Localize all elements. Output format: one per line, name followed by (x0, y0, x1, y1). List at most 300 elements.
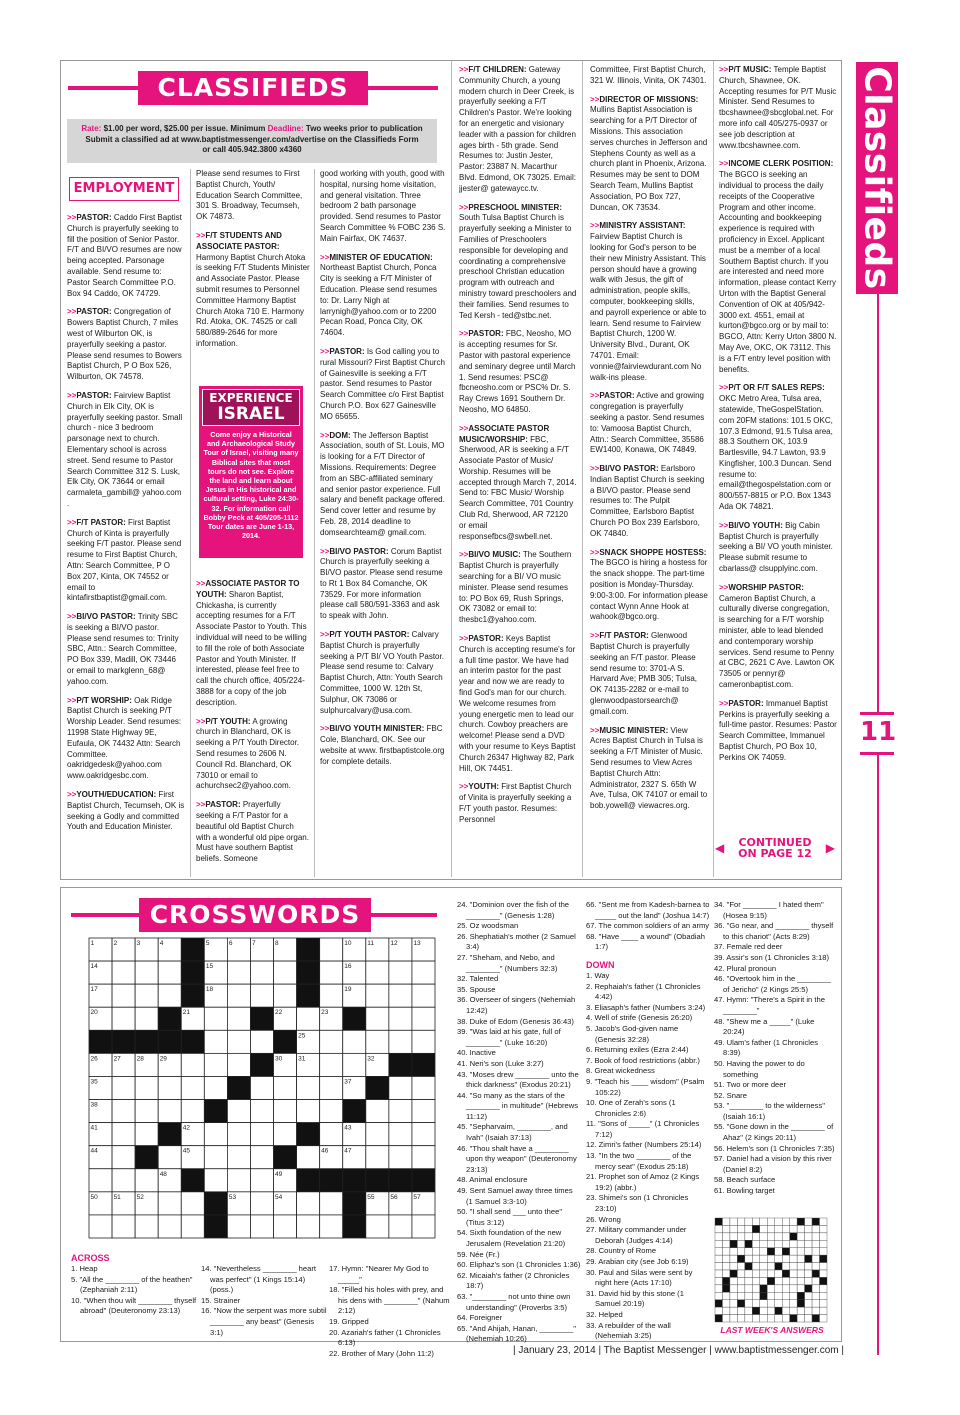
grid-number: 26 (90, 1055, 98, 1063)
classified-ad (719, 583, 837, 691)
ad-marker-icon: >> (196, 800, 206, 810)
ad-marker-icon: >> (320, 546, 330, 556)
clue-item: 49. Ulam's father (1 Chronicles 8:39) (714, 1037, 819, 1058)
grid-cell[interactable] (274, 961, 297, 984)
mini-grid-cell (745, 1277, 752, 1284)
ad-heading-text: PASTOR: (728, 698, 764, 708)
grid-cell[interactable] (112, 1123, 135, 1146)
clue-item: 58. Beach surface (714, 1175, 776, 1185)
ad-heading-text: PRESCHOOL MINISTER: (468, 202, 562, 212)
grid-cell[interactable] (320, 1215, 343, 1238)
column-divider (713, 61, 714, 877)
mini-grid-cell (812, 1285, 819, 1292)
mini-grid-cell (760, 1315, 767, 1322)
clue-item: 32. Talented (457, 974, 499, 984)
grid-cell[interactable] (158, 1100, 181, 1123)
ad-marker-icon: >> (719, 383, 729, 393)
grid-cell[interactable] (204, 1053, 227, 1076)
mini-grid-cell (722, 1270, 729, 1277)
grid-cell[interactable] (89, 1215, 112, 1238)
ad-heading-text: SNACK SHOPPE HOSTESS: (599, 547, 707, 557)
ad-heading (590, 464, 659, 473)
clue-item: 16. "Now the serpent was more subtil ________ any beast" (Genesis 3:1) (201, 1306, 327, 1337)
grid-cell[interactable] (135, 961, 158, 984)
grid-cell[interactable] (366, 984, 389, 1007)
grid-cell[interactable] (135, 984, 158, 1007)
grid-cell[interactable] (204, 1076, 227, 1099)
classified-ad (459, 424, 577, 543)
grid-cell[interactable] (112, 961, 135, 984)
grid-cell[interactable] (112, 1169, 135, 1192)
mini-grid-cell (767, 1307, 774, 1314)
ad-heading (590, 726, 668, 735)
classified-ad (459, 65, 577, 195)
clue-item: 61. Bowling target (714, 1186, 775, 1196)
mini-grid-cell (820, 1285, 827, 1292)
mini-grid-cell (797, 1240, 804, 1247)
grid-number: 44 (90, 1147, 98, 1155)
grid-cell[interactable] (412, 1215, 435, 1238)
mini-grid-cell (745, 1270, 752, 1277)
grid-block (181, 984, 204, 1007)
grid-cell[interactable] (181, 1192, 204, 1215)
grid-cell[interactable] (250, 1215, 273, 1238)
grid-cell[interactable] (412, 1030, 435, 1053)
mini-grid-cell (715, 1292, 722, 1299)
ad-marker-icon: >> (590, 464, 600, 474)
deadline-text: Two weeks prior to publication (305, 124, 423, 133)
column-divider (190, 169, 191, 877)
mini-grid-cell (820, 1263, 827, 1270)
grid-number: 53 (228, 1193, 237, 1201)
grid-cell[interactable] (227, 1030, 250, 1053)
grid-cell[interactable] (158, 1215, 181, 1238)
ad-heading-text: WORSHIP PASTOR: (728, 582, 804, 592)
grid-cell[interactable] (366, 1007, 389, 1030)
grid-cell[interactable] (412, 1146, 435, 1169)
grid-cell[interactable] (250, 1192, 273, 1215)
ad-body-text: A growing church in Blanchard, OK is seeking a P/T Youth Director. Send resumes to 2606 N. Council Rd. Blanchard, OK 73010 or email to achurchsec2@yahoo.com. (196, 716, 300, 791)
classifieds-column-2-bottom (196, 579, 310, 875)
grid-cell[interactable] (389, 1146, 412, 1169)
grid-number: 28 (136, 1055, 144, 1063)
clue-item: 37. Female red deer (714, 942, 783, 952)
mini-grid-cell (760, 1263, 767, 1270)
israel-ad-header (202, 389, 300, 426)
grid-cell[interactable] (227, 984, 250, 1007)
classified-ad (196, 231, 310, 350)
crossword-grid[interactable] (89, 938, 435, 1238)
grid-block (181, 961, 204, 984)
grid-cell[interactable] (389, 1123, 412, 1146)
mini-grid-cell (805, 1300, 812, 1307)
rate-label: Rate: (81, 124, 102, 133)
grid-cell[interactable] (297, 1215, 320, 1238)
page-number: 11 (860, 717, 897, 747)
grid-cell[interactable] (181, 1053, 204, 1076)
grid-cell[interactable] (297, 1076, 320, 1099)
mini-grid-cell (767, 1218, 774, 1225)
mini-grid-cell (797, 1277, 804, 1284)
ad-heading-text: F/T PASTOR: (76, 517, 126, 527)
grid-cell[interactable] (227, 1146, 250, 1169)
clue-item: 43. "Moses drew ________ unto the thick darkness" (Exodus 20:21) (457, 1069, 579, 1090)
grid-cell[interactable] (297, 1192, 320, 1215)
ad-body-text: Corum Baptist Church is prayerfully seeking a BI/VO pastor. Please send resume to Rt 1 Box 84 Comanche, OK 73529. For more information please call 580/591-3363 and ask to speak with John. (320, 546, 443, 621)
ad-heading (67, 213, 112, 222)
clue-item: 18. "Filled his holes with prey, and his dens with ________" (Nahum 2:12) (329, 1285, 450, 1316)
grid-cell[interactable] (250, 1030, 273, 1053)
mini-grid-cell (760, 1218, 767, 1225)
grid-cell[interactable] (412, 961, 435, 984)
chevron-right-icon: ▶ (825, 841, 835, 855)
grid-cell[interactable] (227, 1053, 250, 1076)
mini-grid-cell (797, 1233, 804, 1240)
mini-grid-cell (775, 1255, 782, 1262)
footer-website[interactable]: www.baptistmessenger.com (714, 1345, 839, 1356)
grid-number: 50 (90, 1193, 98, 1201)
grid-number: 2 (113, 940, 118, 947)
grid-cell[interactable] (366, 1100, 389, 1123)
grid-cell[interactable] (274, 1215, 297, 1238)
grid-cell[interactable] (227, 1123, 250, 1146)
classifieds-column-3 (320, 169, 446, 875)
column-divider (451, 61, 452, 877)
mini-grid-cell (752, 1263, 759, 1270)
mini-grid-cell (820, 1270, 827, 1277)
section-tab (856, 62, 898, 294)
grid-cell[interactable] (135, 1215, 158, 1238)
grid-cell[interactable] (204, 1030, 227, 1053)
classified-ad (719, 383, 837, 513)
mini-grid-cell (820, 1240, 827, 1247)
classified-ad (67, 213, 185, 299)
ad-heading (459, 329, 504, 338)
ad-heading-text: MINISTRY ASSISTANT: (599, 221, 686, 231)
grid-number: 4 (159, 940, 164, 947)
classifieds-column-6 (719, 65, 837, 825)
grid-cell[interactable] (227, 1169, 250, 1192)
mini-grid-cell (752, 1277, 759, 1284)
clue-item: 14. "Nevertheless ________ heart was perfect" (1 Kings 15:14) (poss.) (201, 1264, 316, 1295)
column-divider (582, 61, 583, 877)
grid-cell[interactable] (250, 1123, 273, 1146)
clue-item: 38. Duke of Edom (Genesis 36:43) (457, 1016, 574, 1026)
classified-ad (67, 612, 185, 688)
grid-cell[interactable] (204, 1123, 227, 1146)
grid-number: 49 (275, 1170, 283, 1178)
ad-marker-icon: >> (590, 631, 600, 641)
ad-marker-icon: >> (590, 94, 600, 104)
ad-marker-icon: >> (590, 221, 600, 231)
grid-block (181, 1169, 204, 1192)
grid-number: 25 (298, 1032, 306, 1040)
grid-block (250, 1007, 273, 1030)
mini-grid-cell (790, 1255, 797, 1262)
mini-grid-cell (797, 1307, 804, 1314)
grid-cell[interactable] (297, 1146, 320, 1169)
grid-cell[interactable] (135, 1169, 158, 1192)
grid-block (158, 1007, 181, 1030)
grid-cell[interactable] (389, 1076, 412, 1099)
clue-item: 25. Oz woodsman (457, 921, 519, 931)
grid-cell[interactable] (320, 1123, 343, 1146)
crossword-grid-svg[interactable] (89, 938, 435, 1238)
grid-cell[interactable] (412, 1123, 435, 1146)
grid-cell[interactable] (158, 1192, 181, 1215)
grid-cell[interactable] (389, 1030, 412, 1053)
mini-grid-cell (752, 1270, 759, 1277)
grid-cell[interactable] (343, 1030, 366, 1053)
clue-item: 44. "So many as the stars of the ________ in multitude" (Hebrews 11:12) (457, 1090, 579, 1121)
mini-grid-cell (752, 1248, 759, 1255)
clue-item: 32. Helped (586, 1309, 623, 1319)
grid-cell[interactable] (366, 1030, 389, 1053)
clue-item: 7. Book of food restrictions (abbr.) (586, 1055, 700, 1065)
grid-cell[interactable] (112, 1007, 135, 1030)
ad-body-text: The Southern Baptist Church is prayerfully searching for a BI/ VO music minister. Please send resumes to: PO Box 69, Rush Springs, OK 73082 or email to: thesbc1@yahoo.com. (459, 550, 572, 625)
grid-cell[interactable] (274, 1100, 297, 1123)
ad-marker-icon: >> (320, 346, 330, 356)
grid-number: 15 (205, 963, 214, 971)
mini-grid-block (812, 1218, 819, 1225)
mini-grid-cell (790, 1307, 797, 1314)
mini-grid-block (782, 1270, 789, 1277)
clue-item: 46. "Thou shalt have a ________ upon thy weapon" (Deuteronomy 23:13) (457, 1143, 577, 1174)
grid-cell[interactable] (158, 1146, 181, 1169)
grid-number: 54 (275, 1193, 283, 1201)
grid-cell[interactable] (227, 1215, 250, 1238)
grid-cell[interactable] (112, 1146, 135, 1169)
mini-grid-cell (752, 1285, 759, 1292)
ad-marker-icon: >> (320, 252, 330, 262)
grid-cell[interactable] (366, 1215, 389, 1238)
clue-item: 56. Helem's son (1 Chronicles 7:35) (714, 1143, 835, 1153)
mini-grid-block (745, 1263, 752, 1270)
clue-item: 26. Wrong (586, 1214, 621, 1224)
grid-cell[interactable] (343, 1053, 366, 1076)
grid-number: 45 (182, 1147, 191, 1155)
grid-cell[interactable] (89, 1169, 112, 1192)
grid-cell[interactable] (320, 961, 343, 984)
ad-body-text: FBC, Sherwood, AR is seeking a F/T Associate Pastor of Music/ Worship. Resumes will be accepted through March 7, 2014. Send to: FBC Music/ Worship Search Committee, 701 Country Club Rd, Sherwood, AR 72120 or email responsefbcs@swbell.net. (459, 434, 577, 541)
classified-ad (67, 790, 185, 833)
ad-body-text: View Acres Baptist Church in Tulsa is seeking a F/T Minister of Music. Send resumes to View Acres Baptist Church Attn: Administrator, 2327 S. 65th W Ave, Tulsa, OK 74107 or email to bob.yowell@ viewacres.org. (590, 725, 708, 811)
mini-grid-cell (715, 1233, 722, 1240)
grid-number: 23 (321, 1009, 329, 1017)
ad-heading-text: BI/VO PASTOR: (599, 464, 659, 474)
grid-cell[interactable] (250, 1076, 273, 1099)
grid-cell[interactable] (112, 984, 135, 1007)
mini-grid-cell (775, 1218, 782, 1225)
ad-heading-text: PASTOR: (76, 307, 112, 317)
mini-grid-cell (820, 1233, 827, 1240)
grid-cell[interactable] (135, 1076, 158, 1099)
continued-link[interactable] (715, 837, 835, 859)
clue-item: 19. Gripped (329, 1316, 369, 1326)
mini-grid-cell (782, 1307, 789, 1314)
classified-ad (67, 696, 185, 782)
grid-cell[interactable] (158, 1076, 181, 1099)
mini-grid-cell (805, 1307, 812, 1314)
mini-grid-block (715, 1315, 722, 1322)
grid-cell[interactable] (250, 961, 273, 984)
israel-ad-body: Come enjoy a Historical and Archaeological Study Tour of Israel, visiting many Biblical sites that most tours do not see. Explore the land and learn about Jesus in His historical and cultural setting, Luke 24:30-32. For information call Bobby Peck at 405/205-1112 Tour dates are June 1-13, 2014. (203, 430, 299, 541)
ad-body-text: First Baptist Church of Vinita is prayerfully seeking a F/T youth pastor. Resumes: Personnel (459, 782, 572, 824)
clue-item: 55. "Gone down in the ________ of Ahaz" (2 Kings 20:11) (714, 1122, 834, 1143)
mini-grid-block (797, 1218, 804, 1225)
clue-item: 26. Shephatiah's mother (2 Samuel 3:4) (457, 931, 576, 952)
grid-cell[interactable] (320, 1076, 343, 1099)
ad-marker-icon: >> (67, 307, 77, 317)
mini-grid-cell (760, 1233, 767, 1240)
grid-cell[interactable] (158, 984, 181, 1007)
grid-cell[interactable] (250, 1169, 273, 1192)
ad-heading (459, 65, 527, 74)
ad-heading (719, 699, 764, 708)
grid-cell[interactable] (181, 1100, 204, 1123)
clue-item: 35. Spouse (457, 984, 496, 994)
ad-heading (67, 612, 136, 621)
grid-cell[interactable] (320, 1100, 343, 1123)
grid-cell[interactable] (181, 1215, 204, 1238)
grid-number: 46 (321, 1147, 329, 1155)
clue-item: 13. "In the two ________ of the mercy seat" (Exodus 25:18) (586, 1151, 692, 1171)
ad-heading-text: PASTOR: (468, 329, 504, 339)
classified-ad (590, 221, 708, 383)
grid-cell[interactable] (389, 1100, 412, 1123)
grid-cell[interactable] (204, 1146, 227, 1169)
ad-heading-text: INCOME CLERK POSITION: (728, 159, 834, 169)
grid-cell[interactable] (204, 1007, 227, 1030)
deadline-label: Deadline: (267, 124, 304, 133)
ad-marker-icon: >> (67, 213, 77, 222)
grid-cell[interactable] (135, 1100, 158, 1123)
grid-cell[interactable] (112, 1076, 135, 1099)
classified-ad (590, 726, 708, 812)
grid-cell[interactable] (412, 1100, 435, 1123)
grid-cell[interactable] (366, 1123, 389, 1146)
mini-grid-cell (745, 1307, 752, 1314)
mini-grid-cell (812, 1263, 819, 1270)
grid-cell[interactable] (297, 1007, 320, 1030)
ad-marker-icon: >> (67, 612, 77, 622)
ad-heading-text: BI/VO PASTOR: (329, 546, 389, 556)
ad-body-text: Harmony Baptist Church Atoka is seeking F/T Students Minister and Associate Pastor. Please submit resumes to Personnel Committee Harmony Baptist Church Atoka 710 E. Harmony Rd. Atoka, OK. 74525 or call 580/889-2646 for more information. (196, 252, 310, 348)
grid-cell[interactable] (320, 984, 343, 1007)
grid-cell[interactable] (320, 1030, 343, 1053)
grid-cell[interactable] (250, 1146, 273, 1169)
grid-cell[interactable] (204, 1169, 227, 1192)
grid-cell[interactable] (389, 984, 412, 1007)
grid-number: 30 (275, 1055, 283, 1063)
grid-cell[interactable] (320, 938, 343, 961)
mini-grid-cell (805, 1225, 812, 1232)
grid-cell[interactable] (389, 1215, 412, 1238)
grid-cell[interactable] (158, 961, 181, 984)
clue-item: 49. Sent Samuel away three times (1 Samuel 3:3-10) (457, 1186, 573, 1206)
across-clues-3 (329, 1264, 451, 1358)
mini-grid-cell (730, 1263, 737, 1270)
grid-cell[interactable] (135, 1007, 158, 1030)
classified-ad (719, 699, 837, 764)
mini-grid-cell (797, 1248, 804, 1255)
ad-heading (459, 550, 521, 559)
ad-body-text: Calvary Baptist Church is prayerfully seeking a P/T BI/ VO Youth Pastor. Please send resume to: Calvary Baptist Church, Attn: Youth Search Committee, 1000 W. 12th St, Sulphur, OK 73086 or sulphurcalvary@usa.com. (320, 630, 444, 715)
ad-continuation: Committee, First Baptist Church, 321 W. Illinois, Vinita, OK 74301. (590, 65, 707, 85)
mini-grid-cell (767, 1233, 774, 1240)
clue-item: 8. Great wickedness (586, 1066, 655, 1076)
ad-body-text: FBC, Neosho, MO is accepting resumes for Sr. Pastor with pastoral experience and seminary degree until March 1. Send resumes: PSC@ fbcneosho.com or PSC% Dr. S. Ray Crews 1691 Southern Dr. Neosho, MO 64850. (459, 329, 576, 414)
grid-cell[interactable] (366, 1146, 389, 1169)
mini-grid-cell (730, 1307, 737, 1314)
grid-cell[interactable] (274, 1076, 297, 1099)
grid-cell[interactable] (389, 961, 412, 984)
grid-cell[interactable] (320, 1053, 343, 1076)
mini-grid-cell (767, 1263, 774, 1270)
classified-ad (590, 631, 708, 717)
grid-cell[interactable] (112, 1100, 135, 1123)
clue-item: 21. Prophet son of Amoz (2 Kings 19:2) (abbr.) (586, 1172, 700, 1192)
grid-cell[interactable] (181, 1076, 204, 1099)
grid-cell[interactable] (412, 1007, 435, 1030)
column-divider (314, 169, 315, 877)
grid-cell[interactable] (389, 1007, 412, 1030)
mini-grid-cell (790, 1300, 797, 1307)
clue-item: 62. Micaiah's father (2 Chronicles 18:7) (457, 1270, 570, 1291)
grid-number: 51 (113, 1193, 121, 1201)
ad-heading (590, 221, 686, 230)
grid-cell[interactable] (250, 984, 273, 1007)
mini-grid-block (730, 1270, 737, 1277)
grid-cell[interactable] (227, 961, 250, 984)
ad-marker-icon: >> (459, 329, 469, 339)
grid-cell[interactable] (412, 984, 435, 1007)
grid-cell[interactable] (274, 984, 297, 1007)
grid-cell[interactable] (135, 1123, 158, 1146)
grid-block (297, 984, 320, 1007)
ad-body-text: The BGCO is hiring a hostess for the snack shoppe. The part-time position is Monday-Thursday. 9:00-3:00. For information please contact Wynn Anne Hook at wahook@bgco.org. (590, 558, 708, 622)
grid-block (343, 1169, 366, 1192)
grid-number: 6 (228, 940, 233, 947)
grid-cell[interactable] (274, 1123, 297, 1146)
classified-ad (459, 550, 577, 626)
grid-cell[interactable] (227, 1007, 250, 1030)
ad-marker-icon: >> (320, 630, 330, 640)
ad-heading-text: P/T YOUTH PASTOR: (329, 630, 410, 640)
mini-grid-cell (737, 1233, 744, 1240)
grid-cell[interactable] (366, 961, 389, 984)
ad-heading (590, 548, 706, 557)
clue-item: 11. "Sons of _____" (1 Chronicles 7:12) (586, 1119, 700, 1139)
classified-ad (459, 203, 577, 322)
ad-body-text: Caddo First Baptist Church is prayerfully seeking to fill the position of Senior Pastor. F/T and BI/VO resumes are now being accepted. Parsonage available. Send resume to: Pastor Search Committee P.O. Box 94 Caddo, OK 74729. (67, 213, 182, 298)
grid-cell[interactable] (112, 1215, 135, 1238)
grid-cell[interactable] (227, 1100, 250, 1123)
mini-grid-cell (760, 1255, 767, 1262)
ad-body-text: Keys Baptist Church is accepting resume's for a full time pastor. We have had an interim pastor for the past year and now we are ready to find God's man for our church. We welcome resumes from young energetic men to lead our church. Cowboy preachers are welcome! Please send a DVD with your resume to Keys Baptist Church 26347 Highway 82, Park Hill, OK 74451. (459, 634, 576, 773)
mini-grid-cell (782, 1233, 789, 1240)
grid-cell[interactable] (320, 1192, 343, 1215)
mini-grid-cell (775, 1240, 782, 1247)
grid-cell[interactable] (412, 1076, 435, 1099)
clue-item: 29. Arabian city (see Job 6:19) (586, 1257, 689, 1266)
ad-heading-text: P/T WORSHIP: (76, 695, 132, 705)
grid-cell[interactable] (250, 1100, 273, 1123)
grid-cell[interactable] (297, 1100, 320, 1123)
grid-block (135, 1146, 158, 1169)
ad-marker-icon: >> (67, 517, 77, 527)
